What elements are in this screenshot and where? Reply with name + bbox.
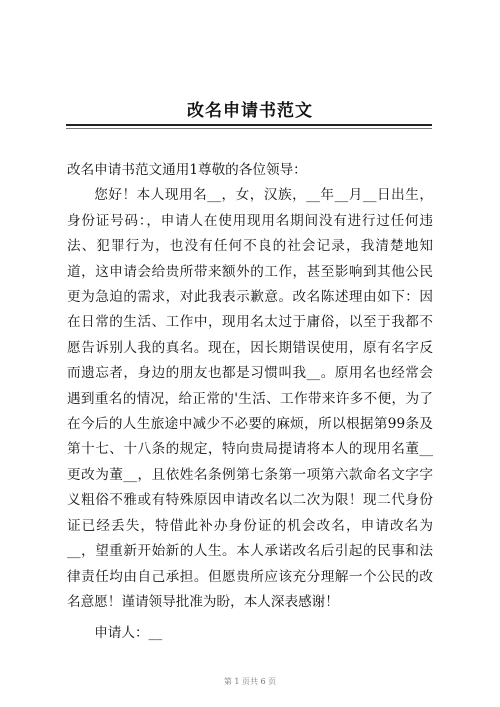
- page-footer: 第 1 页共 6 页: [223, 677, 277, 686]
- title-rule-thick: [66, 124, 432, 126]
- intro-line: 改名申请书范文通用1尊敬的各位领导：: [67, 162, 307, 178]
- document-title: 改名申请书范文: [187, 101, 313, 121]
- applicant-line: 申请人：__: [94, 625, 163, 642]
- document-body: [67, 158, 433, 647]
- title-rule-thin: [66, 128, 432, 129]
- main-paragraph: 您好！本人现用名__，女，汉族，__年__月__日出生，身份证号码：，申请人在使用现用名期间没有进行过任何违法、犯罪行为，也没有任何不良的社会记录，我清楚地知道，这申请会给贵所带来额外的工作，甚至影响到其他公民更为急迫的需求，对此我表示歉意。改名陈述理由如下：因在日常的生活、工作中，现用名太过于庸俗，以至于我都不愿告诉别人我的真名。现在，因长期错误使用，原有名字反而遗忘者，身边的朋友也都是习惯叫我__。原用名也经常会遇到重名的情况，给正常的'生活、工作带来许多不便，为了在今后的人生旅途中减少不必要的麻烦，所以根据第99条及第十七、十八条的规定，特向贵局提请将本人的现用名董__更改为董__，且依姓名条例第七条第一项第六款命名文字字义粗俗不雅或有特殊原因申请改名以二次为限！现二代身份证已经丢失，特借此补办身份证的机会改名，申请改名为__，望重新开始新的人生。本人承诺改名后引起的民事和法律责任均由自己承担。但愿贵所应该充分理解一个公民的改名意愿！谨请领导批准为盼，本人深表感谢！: [67, 187, 433, 610]
